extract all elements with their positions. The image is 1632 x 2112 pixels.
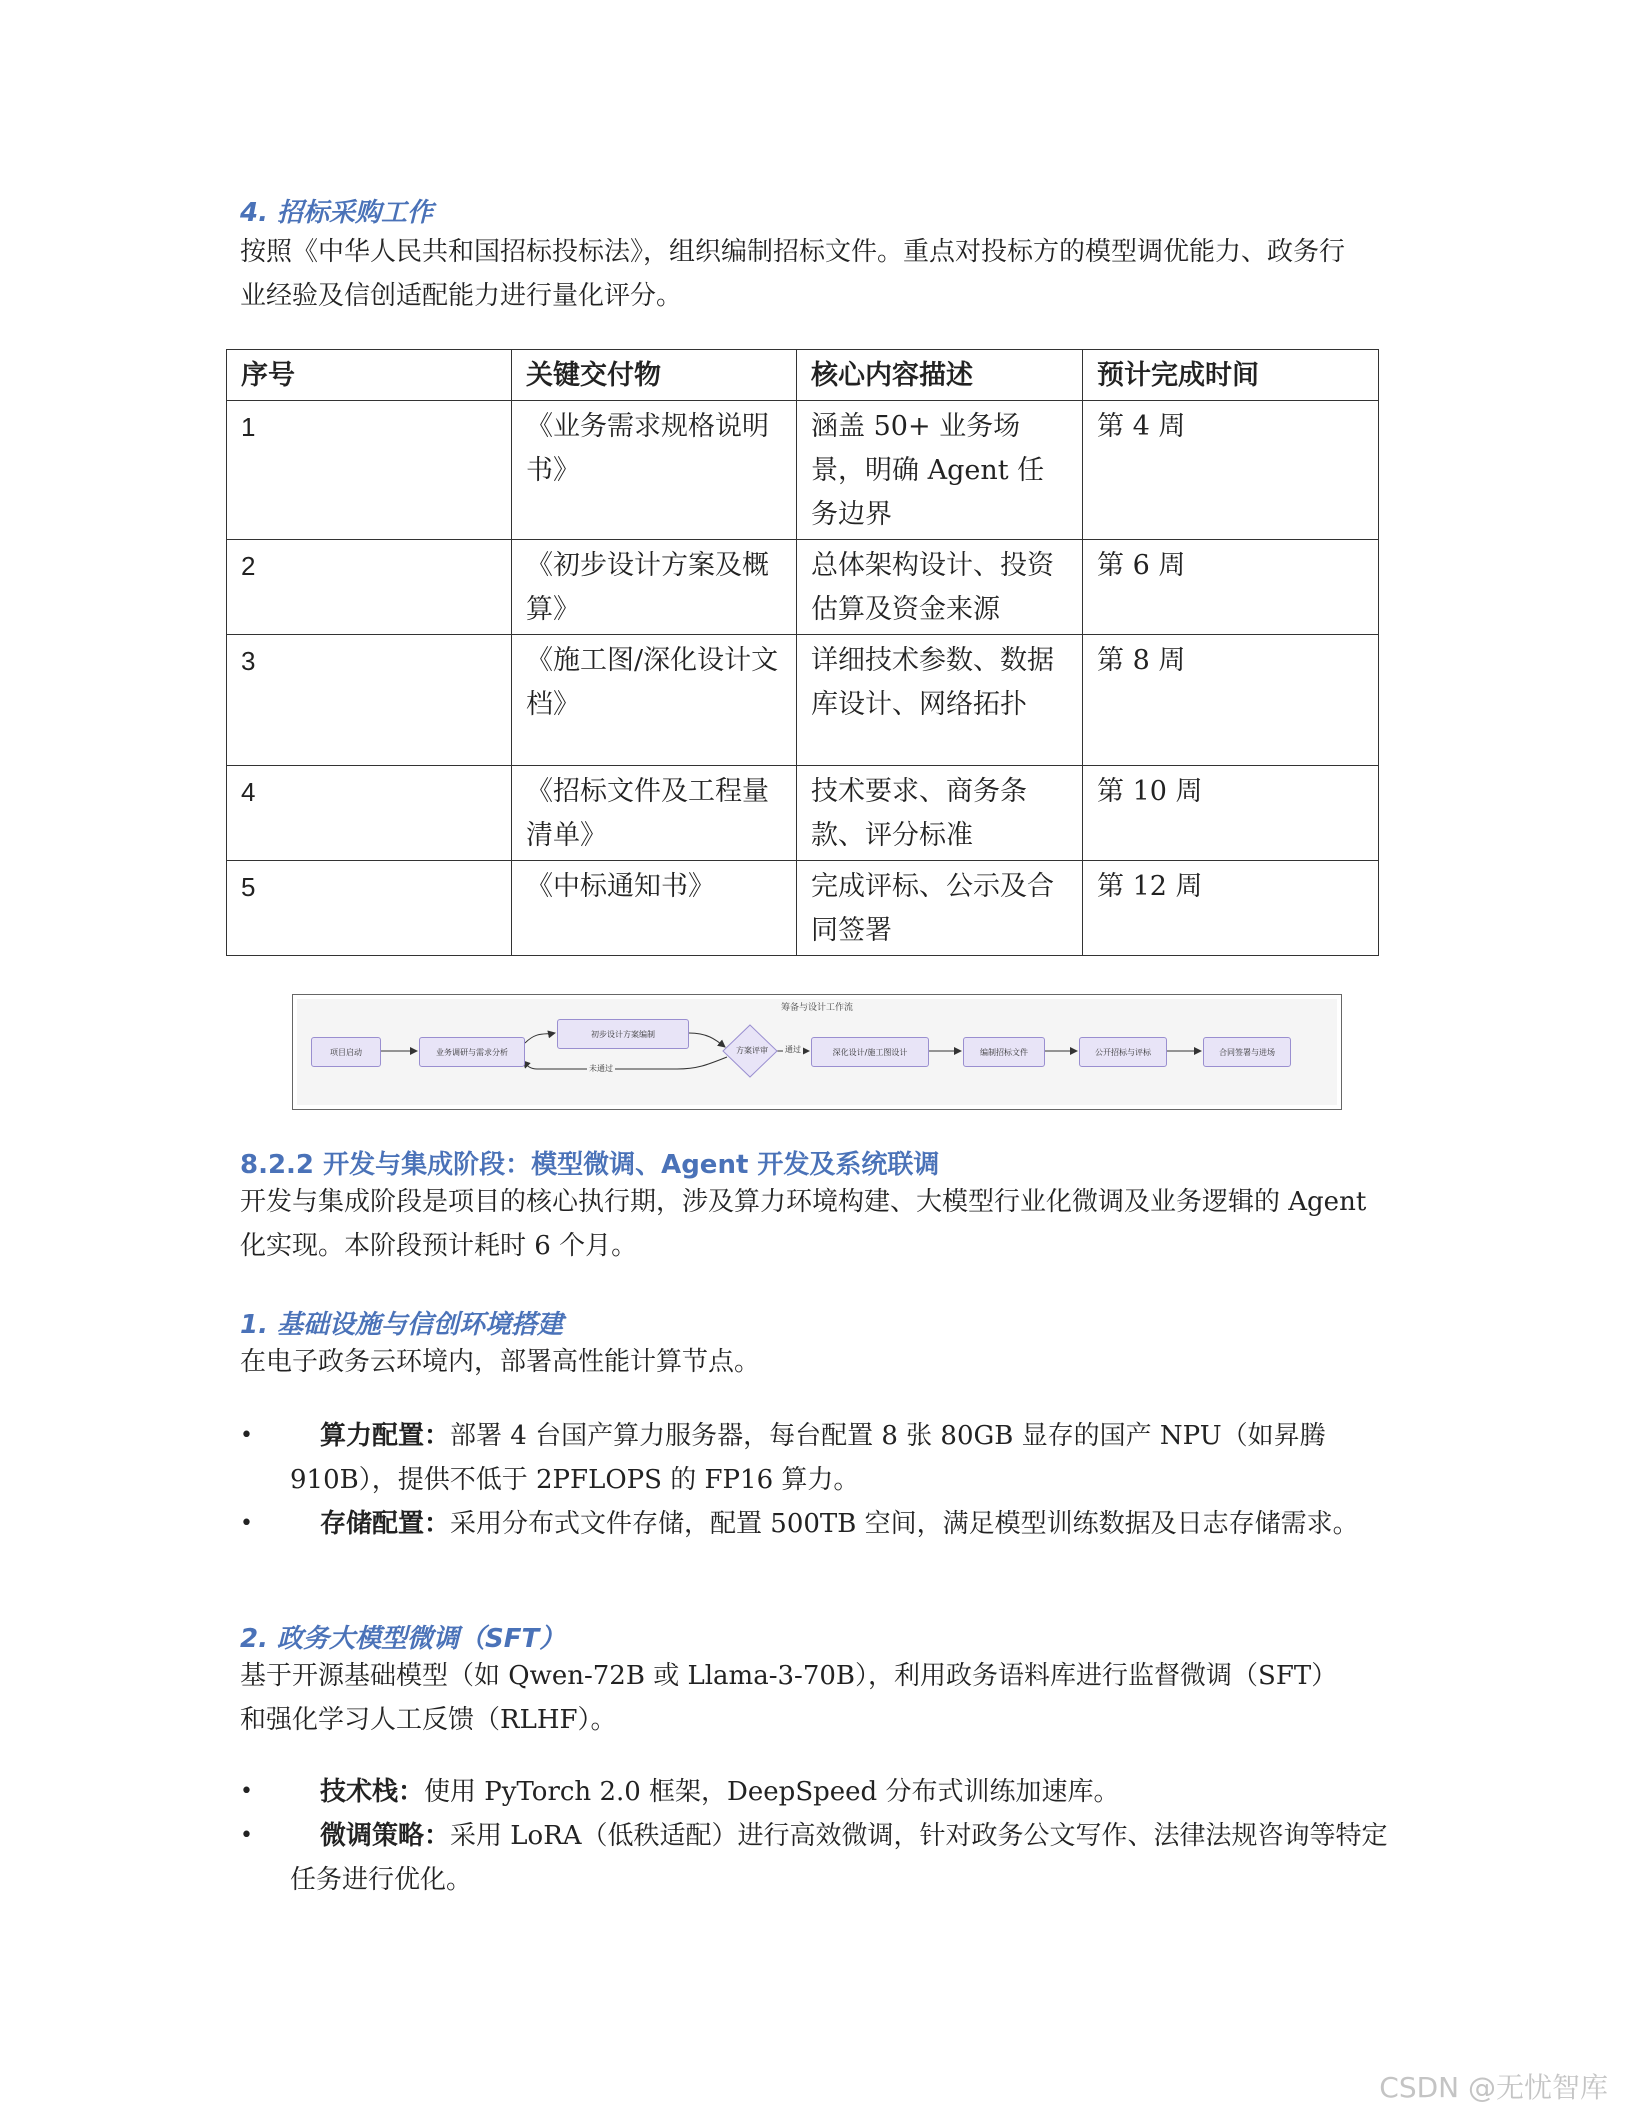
edge-draft-review — [689, 1033, 725, 1047]
cell-eta: 第 8 周 — [1083, 635, 1379, 766]
cell-eta: 第 10 周 — [1083, 766, 1379, 861]
list-item-label: 微调策略： — [320, 1821, 451, 1851]
table-row — [227, 401, 1379, 540]
edge-label-pass: 通过 — [785, 1045, 801, 1054]
node-sign: 合同签署与进场 — [1203, 1037, 1291, 1067]
cell-seq: 3 — [227, 635, 512, 766]
list-item — [240, 1814, 1390, 1902]
table-row — [227, 540, 1379, 635]
table-row — [227, 766, 1379, 861]
list-item-label: 技术栈： — [320, 1777, 425, 1807]
list-item — [240, 1770, 1390, 1814]
workflow-title: 筹备与设计工作流 — [780, 1003, 853, 1013]
cell-seq: 5 — [227, 861, 512, 956]
header-deliverable: 关键交付物 — [512, 350, 797, 401]
list-item-label: 算力配置： — [320, 1421, 451, 1451]
node-research: 业务调研与需求分析 — [419, 1037, 525, 1067]
section-heading-bidding: 4. 招标采购工作 — [240, 198, 434, 228]
section-heading-finetune: 2. 政务大模型微调（SFT） — [240, 1624, 566, 1654]
cell-seq: 4 — [227, 766, 512, 861]
node-deep: 深化设计/施工图设计 — [811, 1037, 929, 1067]
bullet-icon: • — [240, 1423, 253, 1448]
bullet-icon: • — [240, 1511, 253, 1536]
section-body-bidding: 按照《中华人民共和国招标投标法》，组织编制招标文件。重点对投标方的模型调优能力、政务行业经验及信创适配能力进行量化评分。 — [240, 237, 1346, 311]
cell-deliverable: 《业务需求规格说明书》 — [512, 401, 797, 540]
list-item — [240, 1414, 1390, 1502]
bullet-icon: • — [240, 1823, 253, 1848]
infrastructure-list — [240, 1414, 1390, 1546]
list-item-text: 部署 4 台国产算力服务器，每台配置 8 张 80GB 显存的国产 NPU（如昇腾 910B），提供不低于 2PFLOPS 的 FP16 算力。 — [290, 1421, 1326, 1495]
list-item-text: 采用分布式文件存储，配置 500TB 空间，满足模型训练数据及日志存储需求。 — [450, 1509, 1359, 1539]
edge-research-draft — [525, 1033, 555, 1043]
cell-description: 涵盖 50+ 业务场景，明确 Agent 任务边界 — [797, 401, 1083, 540]
cell-deliverable: 《招标文件及工程量清单》 — [512, 766, 797, 861]
section-heading-infrastructure: 1. 基础设施与信创环境搭建 — [240, 1310, 564, 1340]
node-tender: 公开招标与评标 — [1079, 1037, 1167, 1067]
node-bidfile: 编制招标文件 — [963, 1037, 1045, 1067]
cell-description: 详细技术参数、数据库设计、网络拓扑 — [797, 635, 1083, 766]
cell-description: 完成评标、公示及合同签署 — [797, 861, 1083, 956]
edge-review-research — [523, 1057, 727, 1069]
cell-deliverable: 《中标通知书》 — [512, 861, 797, 956]
finetune-list — [240, 1770, 1390, 1902]
node-start: 项目启动 — [311, 1037, 381, 1067]
list-item — [240, 1502, 1390, 1546]
section-heading-development: 8.2.2 开发与集成阶段：模型微调、Agent 开发及系统联调 — [240, 1150, 940, 1180]
list-item-text: 采用 LoRA（低秩适配）进行高效微调，针对政务公文写作、法律法规咨询等特定任务进行优化。 — [290, 1821, 1388, 1895]
node-review: 方案评审 — [736, 1046, 768, 1055]
cell-description: 技术要求、商务条款、评分标准 — [797, 766, 1083, 861]
workflow-diagram — [292, 994, 1342, 1110]
edge-label-fail: 未通过 — [589, 1064, 613, 1073]
table-row — [227, 861, 1379, 956]
list-item-label: 存储配置： — [320, 1509, 451, 1539]
section-body-infrastructure: 在电子政务云环境内，部署高性能计算节点。 — [240, 1347, 761, 1377]
cell-eta: 第 6 周 — [1083, 540, 1379, 635]
workflow-canvas — [297, 999, 1337, 1105]
cell-seq: 2 — [227, 540, 512, 635]
deliverables-table — [226, 349, 1379, 956]
cell-description: 总体架构设计、投资估算及资金来源 — [797, 540, 1083, 635]
table-row — [227, 635, 1379, 766]
cell-eta: 第 4 周 — [1083, 401, 1379, 540]
watermark-text: CSDN @无忧智库 — [1379, 2071, 1608, 2104]
header-description: 核心内容描述 — [797, 350, 1083, 401]
section-body-development: 开发与集成阶段是项目的核心执行期，涉及算力环境构建、大模型行业化微调及业务逻辑的 Agent 化实现。本阶段预计耗时 6 个月。 — [240, 1187, 1367, 1261]
list-item-text: 使用 PyTorch 2.0 框架，DeepSpeed 分布式训练加速库。 — [424, 1777, 1120, 1807]
section-body-finetune: 基于开源基础模型（如 Qwen-72B 或 Llama-3-70B），利用政务语料库进行监督微调（SFT）和强化学习人工反馈（RLHF）。 — [240, 1661, 1325, 1735]
table-header-row — [227, 350, 1379, 401]
cell-seq: 1 — [227, 401, 512, 540]
header-seq: 序号 — [227, 350, 512, 401]
bullet-icon: • — [240, 1779, 253, 1804]
cell-eta: 第 12 周 — [1083, 861, 1379, 956]
node-draft: 初步设计方案编制 — [557, 1019, 689, 1049]
cell-deliverable: 《施工图/深化设计文档》 — [512, 635, 797, 766]
header-eta: 预计完成时间 — [1083, 350, 1379, 401]
cell-deliverable: 《初步设计方案及概算》 — [512, 540, 797, 635]
